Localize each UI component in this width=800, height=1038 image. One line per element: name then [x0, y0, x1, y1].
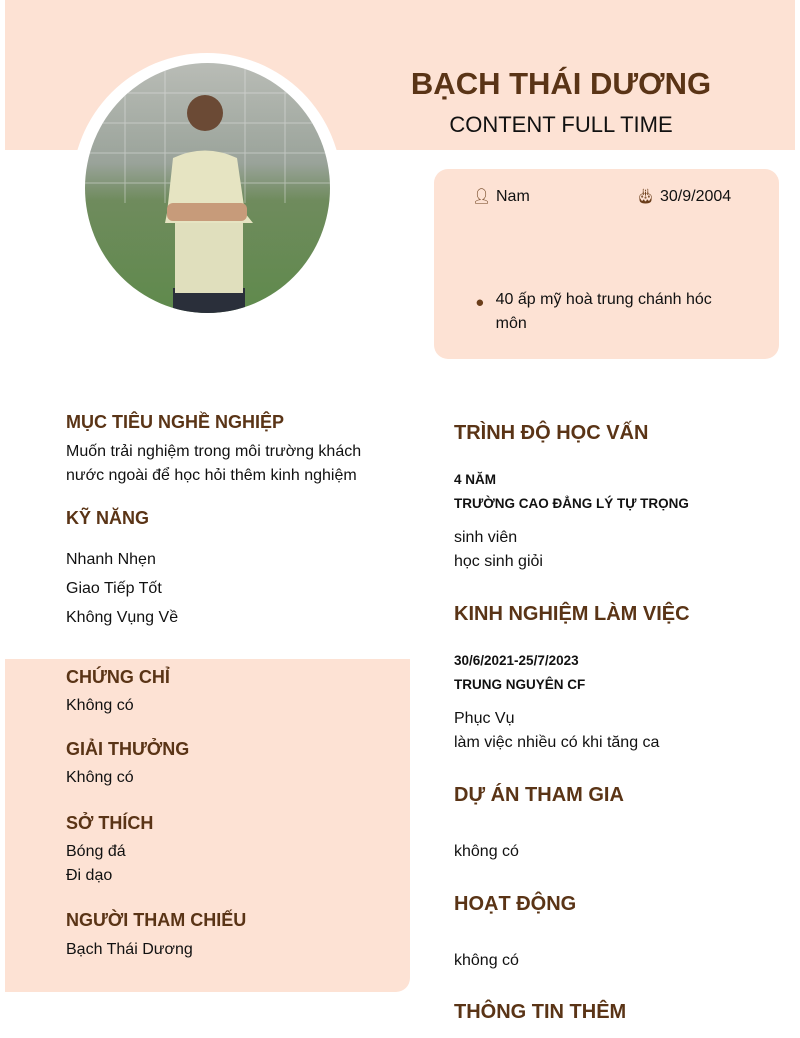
activities-text: không có	[454, 952, 519, 969]
experience-period: 30/6/2021-25/7/2023	[454, 653, 579, 668]
education-details	[454, 526, 543, 574]
address-value: 40 ấp mỹ hoà trung chánh hóc môn	[495, 291, 712, 332]
birthday-cake-icon: 🎂︎	[636, 188, 656, 205]
avatar-photo	[85, 63, 330, 313]
location-pin-icon: ●	[475, 294, 485, 311]
activities-heading: HOẠT ĐỘNG	[454, 893, 577, 915]
experience-line: làm việc nhiều có khi tăng ca	[454, 734, 660, 751]
hobbies-list	[66, 840, 126, 888]
awards-heading: GIẢI THƯỞNG	[66, 739, 190, 759]
gender-row	[472, 185, 530, 209]
skill-item: Nhanh Nhẹn	[66, 551, 156, 568]
skills-heading: KỸ NĂNG	[66, 508, 150, 528]
certificates-text: Không có	[66, 697, 134, 714]
awards-text: Không có	[66, 769, 134, 786]
more-info-heading: THÔNG TIN THÊM	[454, 1001, 627, 1023]
education-line: học sinh giỏi	[454, 553, 543, 570]
hobby-item: Đi dạo	[66, 867, 113, 884]
experience-heading: KINH NGHIỆM LÀM VIỆC	[454, 603, 690, 625]
user-icon: 👤︎	[472, 188, 492, 205]
hobby-item: Bóng đá	[66, 843, 126, 860]
certificates-heading: CHỨNG CHỈ	[66, 667, 170, 687]
education-line: sinh viên	[454, 529, 518, 546]
references-heading: NGƯỜI THAM CHIẾU	[66, 910, 247, 930]
hobbies-heading: SỞ THÍCH	[66, 813, 154, 833]
objective-heading: MỤC TIÊU NGHỀ NGHIỆP	[66, 412, 285, 432]
education-school: TRƯỜNG CAO ĐẲNG LÝ TỰ TRỌNG	[454, 496, 689, 511]
experience-line: Phục Vụ	[454, 710, 515, 727]
job-title: CONTENT FULL TIME	[449, 112, 673, 137]
birthday-value: 30/9/2004	[660, 188, 732, 205]
education-period: 4 NĂM	[454, 472, 497, 487]
skill-item: Không Vụng Về	[66, 609, 179, 626]
experience-details	[454, 707, 659, 755]
experience-company: TRUNG NGUYÊN CF	[454, 677, 586, 692]
skill-item: Giao Tiếp Tốt	[66, 580, 162, 597]
projects-heading: DỰ ÁN THAM GIA	[454, 784, 624, 806]
projects-text: không có	[454, 843, 519, 860]
skills-list	[66, 545, 178, 632]
references-text: Bạch Thái Dương	[66, 941, 193, 958]
education-heading: TRÌNH ĐỘ HỌC VẤN	[454, 422, 649, 444]
objective-text: Muốn trải nghiệm trong môi trường khách nước ngoài để học hỏi thêm kinh nghiệm	[66, 443, 362, 484]
candidate-name: BẠCH THÁI DƯƠNG	[410, 66, 712, 101]
birthday-row	[636, 185, 731, 209]
address-row	[472, 288, 742, 336]
gender-value: Nam	[496, 188, 530, 205]
